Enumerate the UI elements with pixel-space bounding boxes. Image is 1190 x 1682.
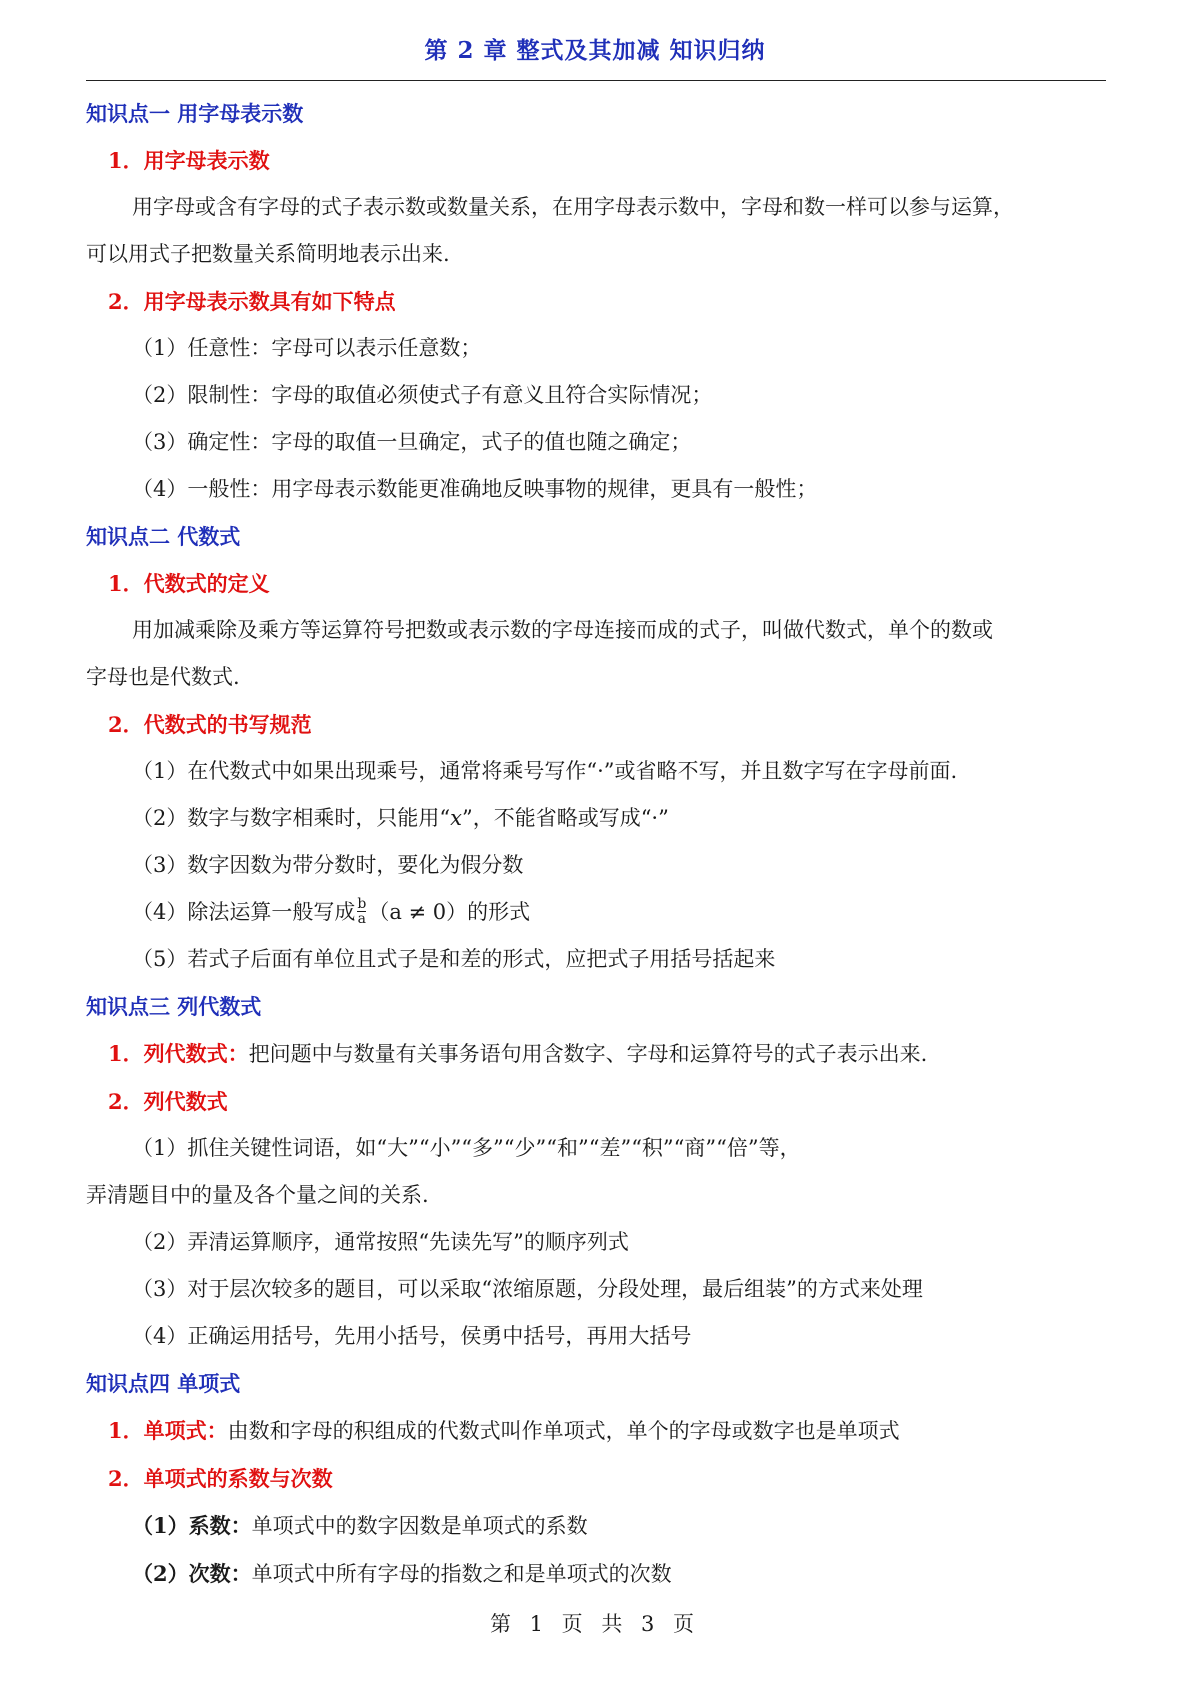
list-item-text: （a ≠ 0）的形式 [368, 900, 531, 924]
subheading-3-1 [86, 1030, 1106, 1078]
list-item: （2）弄清运算顺序，通常按照“先读先写”的顺序列式 [132, 1230, 629, 1254]
term-label: （2）次数： [132, 1561, 252, 1586]
document-body [86, 90, 1106, 1598]
subheading-3-2: 2．列代数式 [108, 1089, 228, 1114]
subheading-label: 1．单项式： [108, 1418, 228, 1443]
list-item: （3）对于层次较多的题目，可以采取“浓缩原题，分段处理，最后组装”的方式来处理 [132, 1277, 923, 1301]
paragraph-2-1a: 用加减乘除及乘方等运算符号把数或表示数的字母连接而成的式子，叫做代数式，单个的数或 [132, 618, 993, 642]
subheading-text: 把问题中与数量有关事务语句用含数字、字母和运算符号的式子表示出来. [248, 1042, 928, 1066]
subheading-text: 由数和字母的积组成的代数式叫作单项式，单个的字母或数字也是单项式 [227, 1419, 900, 1443]
section-heading-2: 知识点二 代数式 [86, 524, 241, 549]
list-item: （4）正确运用括号，先用小括号，侯勇中括号，再用大括号 [132, 1324, 692, 1348]
list-item: （1）抓住关键性词语，如“大”“小”“多”“少”“和”“差”“积”“商”“倍”等， [132, 1136, 801, 1160]
term-label: （1）系数： [132, 1513, 252, 1538]
list-item: （4）一般性：用字母表示数能更准确地反映事物的规律，更具有一般性； [132, 477, 818, 501]
subheading-4-1 [86, 1407, 1106, 1455]
fraction-denominator: a [357, 911, 367, 927]
subheading-4-2: 2．单项式的系数与次数 [108, 1466, 333, 1491]
subheading-2-2: 2．代数式的书写规范 [108, 712, 312, 737]
list-item [86, 1550, 1106, 1598]
title-divider [86, 80, 1106, 81]
page-title: 第 2 章 整式及其加减 知识归纳 [424, 37, 766, 64]
paragraph-1-1b: 可以用式子把数量关系简明地表示出来. [86, 242, 450, 266]
list-item: （3）数字因数为带分数时，要化为假分数 [132, 853, 524, 877]
list-item-continuation: 弄清题目中的量及各个量之间的关系. [86, 1183, 429, 1207]
subheading-1-2: 2．用字母表示数具有如下特点 [108, 289, 396, 314]
list-item-text: （2）数字与数字相乘时，只能用“ [132, 806, 451, 830]
list-item: （1）任意性：字母可以表示任意数； [132, 336, 482, 360]
subheading-1-1: 1．用字母表示数 [108, 148, 270, 173]
list-item: （2）限制性：字母的取值必须使式子有意义且符合实际情况； [132, 383, 713, 407]
fraction [357, 897, 366, 926]
paragraph-1-1a: 用字母或含有字母的式子表示数或数量关系，在用字母表示数中，字母和数一样可以参与运算， [132, 195, 1014, 219]
list-item [86, 795, 1106, 842]
term-definition: 单项式中的数字因数是单项式的系数 [251, 1514, 588, 1538]
list-item: （5）若式子后面有单位且式子是和差的形式，应把式子用括号括起来 [132, 947, 776, 971]
fraction-numerator: b [357, 896, 367, 912]
section-heading-3: 知识点三 列代数式 [86, 994, 262, 1019]
list-item [86, 1502, 1106, 1550]
list-item: （1）在代数式中如果出现乘号，通常将乘号写作“·”或省略不写，并且数字写在字母前面. [132, 759, 958, 783]
subheading-label: 1．列代数式： [108, 1041, 249, 1066]
term-definition: 单项式中所有字母的指数之和是单项式的次数 [251, 1562, 672, 1586]
page-number: 第 1 页 共 3 页 [489, 1612, 701, 1636]
list-item-text: ”，不能省略或写成“·” [461, 806, 669, 830]
list-item: （3）确定性：字母的取值一旦确定，式子的值也随之确定； [132, 430, 692, 454]
section-heading-4: 知识点四 单项式 [86, 1371, 241, 1396]
subheading-2-1: 1．代数式的定义 [108, 571, 270, 596]
variable-x: x [450, 806, 462, 830]
paragraph-2-1b: 字母也是代数式. [86, 665, 240, 689]
list-item-text: （4）除法运算一般写成 [132, 900, 356, 924]
list-item [86, 889, 1106, 936]
section-heading-1: 知识点一 用字母表示数 [86, 101, 304, 126]
